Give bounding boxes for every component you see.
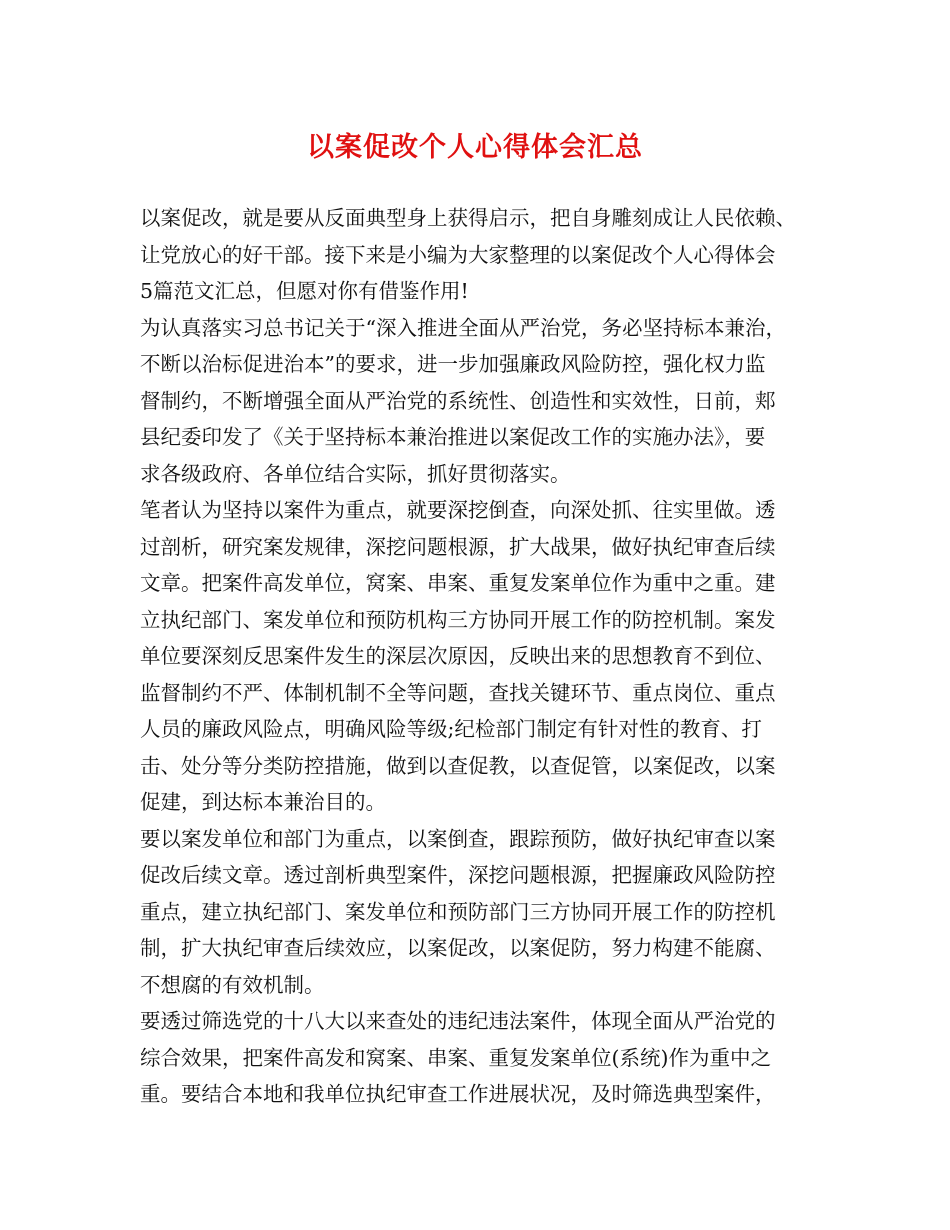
- text-line: 立执纪部门、案发单位和预防机构三方协同开展工作的防控机制。案发: [140, 607, 776, 632]
- text-line: 县纪委印发了《关于坚持标本兼治推进以案促改工作的实施办法》，要: [140, 425, 766, 449]
- text-line: 单位要深刻反思案件发生的深层次原因，反映出来的思想教育不到位、: [140, 644, 776, 668]
- text-line: 综合效果，把案件高发和窝案、串案、重复发案单位(系统)作为重中之: [140, 1045, 771, 1070]
- text-line: 过剖析，研究案发规律，深挖问题根源，扩大战果，做好执纪审查后续: [140, 534, 776, 559]
- text-line: 求各级政府、各单位结合实际，抓好贯彻落实。: [140, 461, 571, 486]
- text-line: 人员的廉政风险点，明确风险等级;纪检部门制定有针对性的教育、打: [140, 717, 762, 741]
- text-line: 促改后续文章。透过剖析典型案件，深挖问题根源，把握廉政风险防控: [140, 863, 776, 887]
- text-line: 笔者认为坚持以案件为重点，就要深挖倒查，向深处抓、往实里做。透: [140, 498, 776, 522]
- text-line: 要透过筛选党的十八大以来查处的违纪违法案件，体现全面从严治党的: [140, 1009, 776, 1033]
- text-line: 监督制约不严、体制机制不全等问题，查找关键环节、重点岗位、重点: [140, 680, 776, 705]
- text-line: 文章。把案件高发单位，窝案、串案、重复发案单位作为重中之重。建: [140, 571, 776, 595]
- text-line: 为认真落实习总书记关于“深入推进全面从严治党，务必坚持标本兼治，: [140, 315, 786, 340]
- text-line: 5篇范文汇总，但愿对你有借鉴作用!: [140, 279, 469, 303]
- text-line: 不想腐的有效机制。: [140, 972, 325, 997]
- text-line: 重。要结合本地和我单位执纪审查工作进展状况，及时筛选典型案件，: [140, 1082, 776, 1106]
- text-line: 重点，建立执纪部门、案发单位和预防部门三方协同开展工作的防控机: [140, 899, 776, 924]
- text-line: 击、处分等分类防控措施，做到以查促教，以查促管，以案促改，以案: [140, 753, 776, 778]
- text-line: 督制约，不断增强全面从严治党的系统性、创造性和实效性，日前，郏: [140, 388, 776, 413]
- document-title: 以案促改个人心得体会汇总: [307, 132, 643, 163]
- text-line: 要以案发单位和部门为重点，以案倒查，跟踪预防，做好执纪审查以案: [140, 826, 776, 851]
- text-line: 促建，到达标本兼治目的。: [140, 790, 386, 814]
- text-line: 不断以治标促进治本”的要求，进一步加强廉政风险防控，强化权力监: [140, 352, 766, 376]
- text-line: 制，扩大执纪审查后续效应，以案促改，以案促防，努力构建不能腐、: [140, 936, 776, 960]
- text-line: 以案促改，就是要从反面典型身上获得启示，把自身雕刻成让人民依赖、: [140, 206, 796, 230]
- document-body: [140, 200, 830, 1113]
- text-line: 让党放心的好干部。接下来是小编为大家整理的以案促改个人心得体会: [140, 242, 776, 267]
